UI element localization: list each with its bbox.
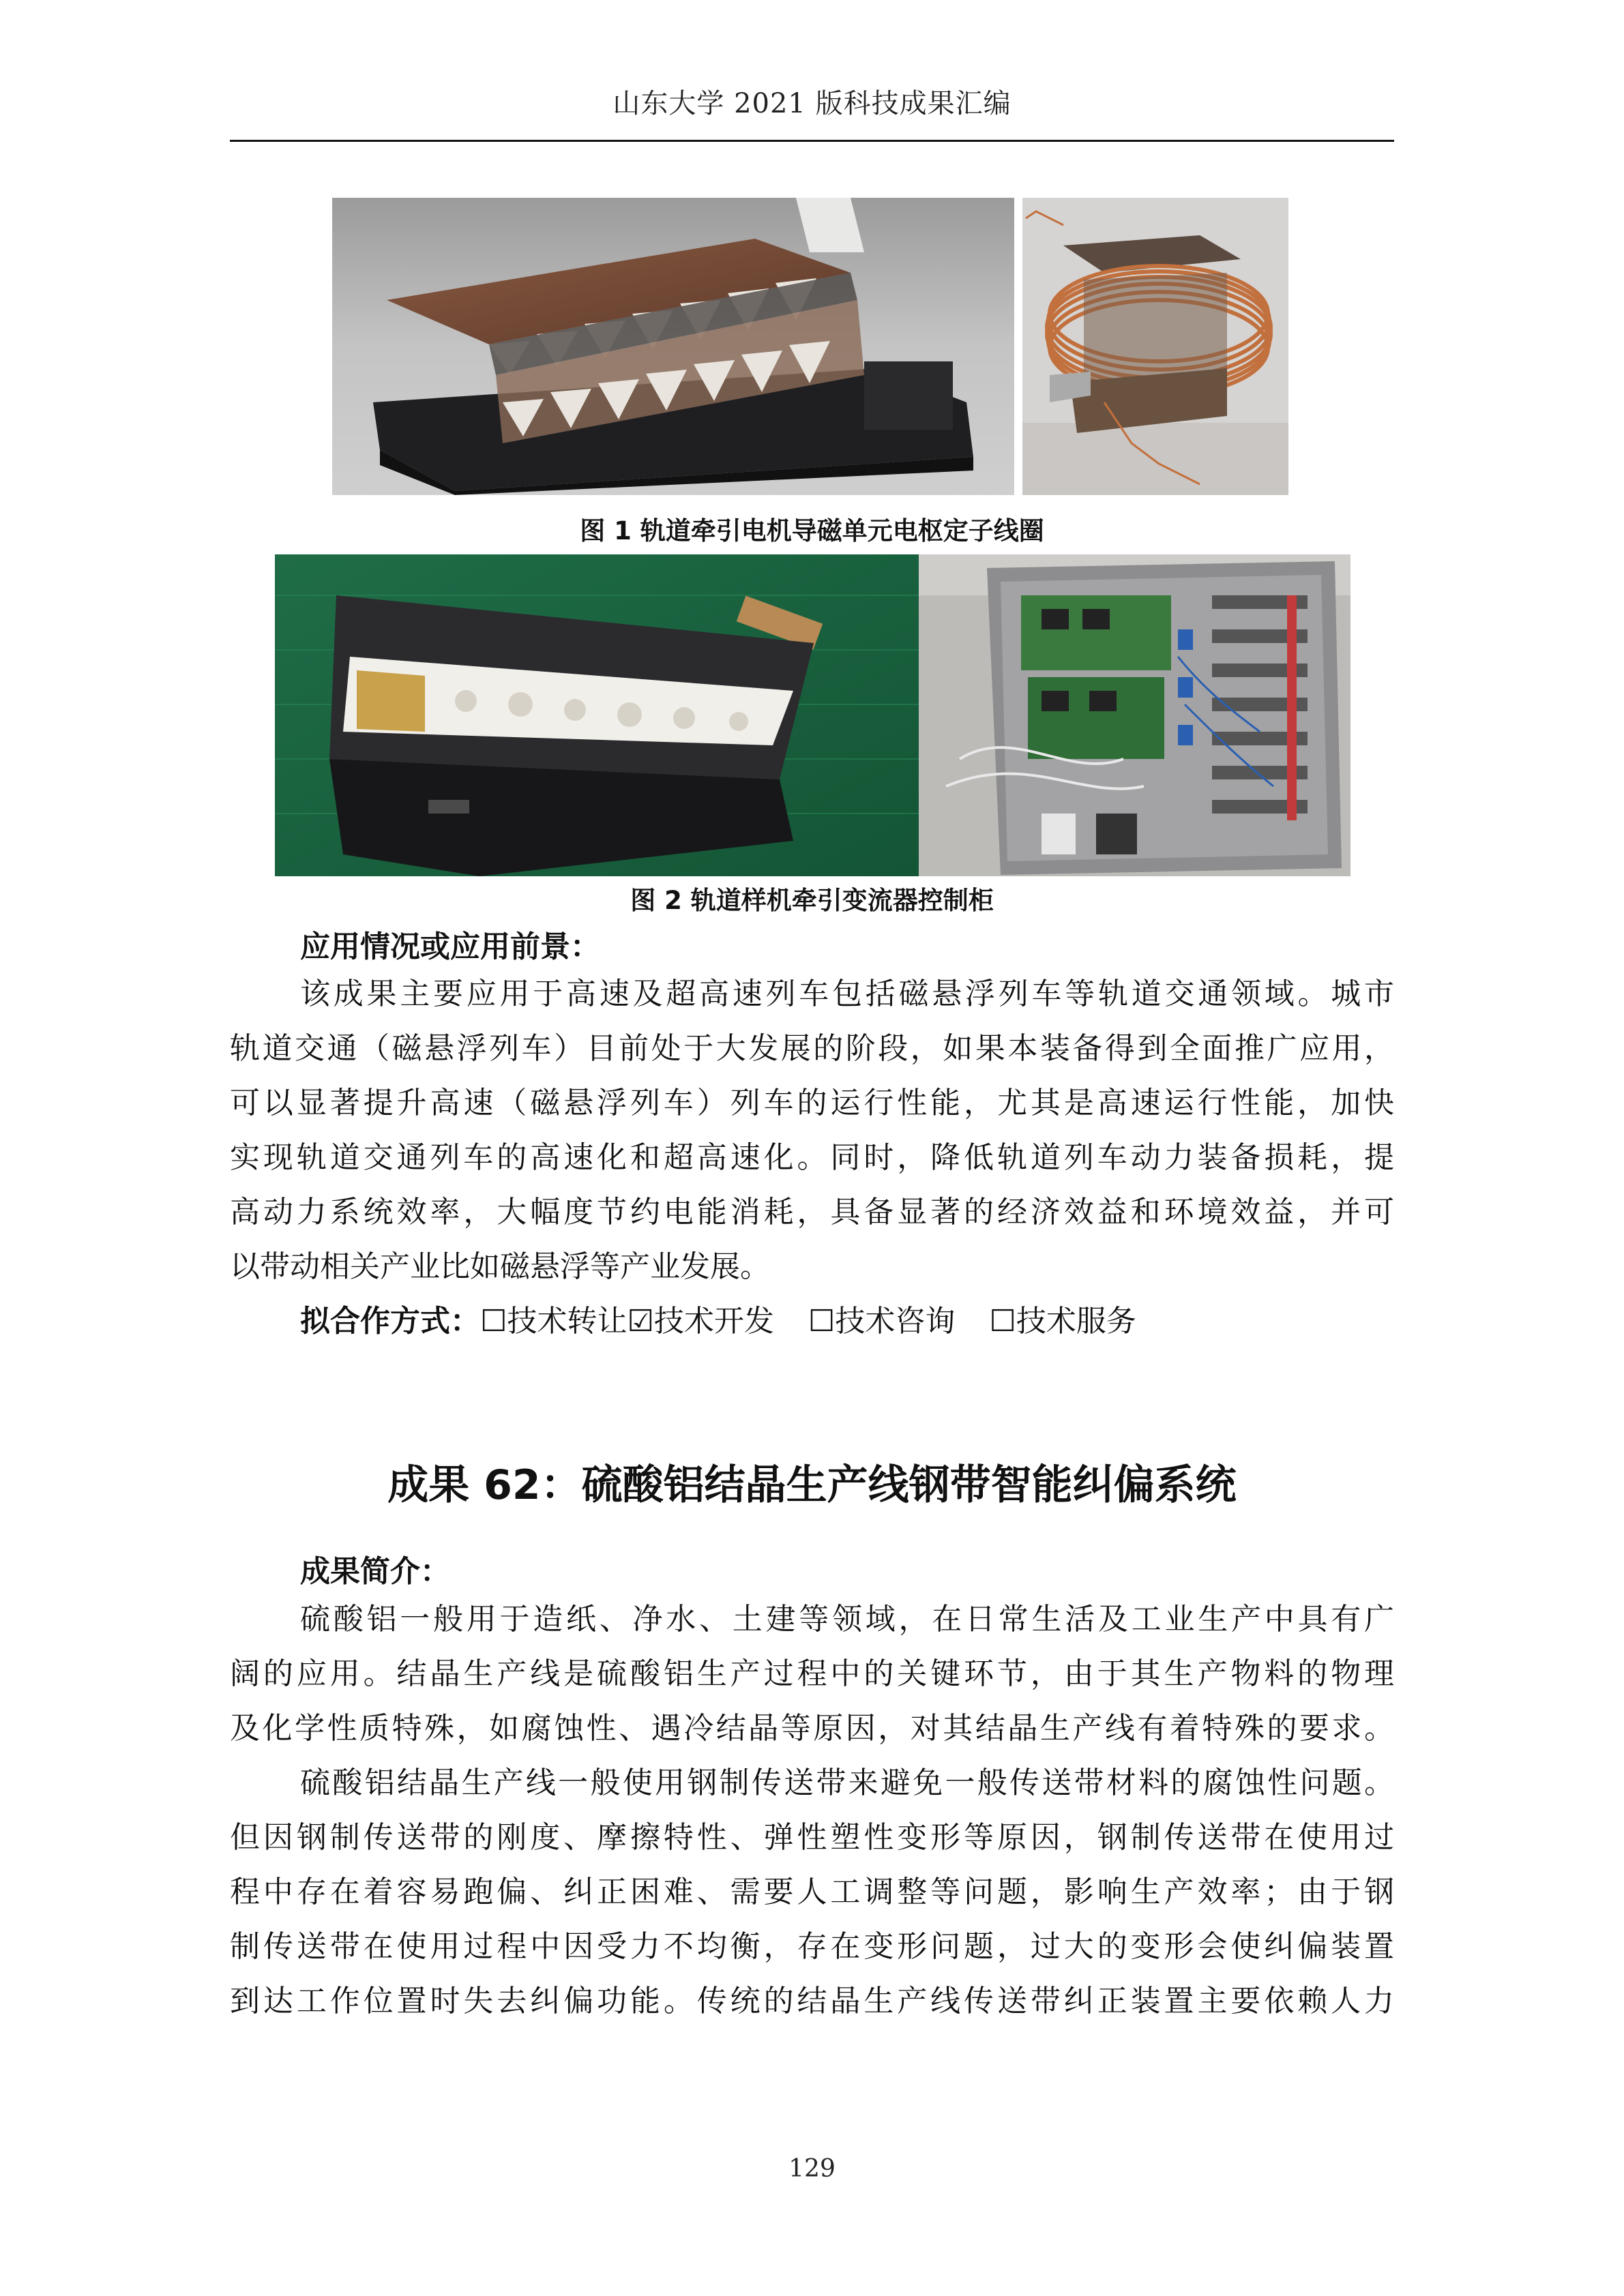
application-line-4: 实现轨道交通列车的高速化和超高速化。同时，降低轨道列车动力装备损耗，提 [230, 1140, 1394, 1175]
checkbox-icon[interactable]: ☐ [989, 1304, 1016, 1339]
page-number: 129 [788, 2155, 836, 2183]
intro-p2-line-1: 硫酸铝结晶生产线一般使用钢制传送带来避免一般传送带材料的腐蚀性问题。 [300, 1765, 1394, 1800]
intro-p1-line-1: 硫酸铝一般用于造纸、净水、土建等领域，在日常生活及工业生产中具有广 [300, 1602, 1394, 1637]
application-line-6: 以带动相关产业比如磁悬浮等产业发展。 [230, 1249, 770, 1284]
option-tech-development: 技术开发 [653, 1304, 774, 1339]
application-line-5: 高动力系统效率，大幅度节约电能消耗，具备显著的经济效益和环境效益，并可 [230, 1195, 1394, 1229]
application-line-1: 该成果主要应用于高速及超高速列车包括磁悬浮列车等轨道交通领域。城市 [300, 976, 1394, 1011]
option-tech-transfer: 技术转让 [507, 1304, 628, 1339]
photo-track-prototype [275, 554, 919, 876]
option-tech-consulting: 技术咨询 [835, 1304, 956, 1339]
running-header: 山东大学 2021 版科技成果汇编 [612, 88, 1012, 119]
intro-p2-line-2: 但因钢制传送带的刚度、摩擦特性、弹性塑性变形等原因，钢制传送带在使用过 [230, 1820, 1394, 1855]
photo-armature-magnetic-units [332, 198, 1014, 495]
intro-p2-line-4: 制传送带在使用过程中因受力不均衡，存在变形问题，过大的变形会使纠偏装置 [230, 1929, 1394, 1964]
intro-p2-line-5: 到达工作位置时失去纠偏功能。传统的结晶生产线传送带纠正装置主要依赖人力 [230, 1984, 1394, 2018]
photo-stator-coil [1022, 198, 1288, 495]
checked-checkbox-icon[interactable]: ☑ [627, 1304, 654, 1339]
application-line-2: 轨道交通（磁悬浮列车）目前处于大发展的阶段，如果本装备得到全面推广应用， [230, 1031, 1394, 1066]
intro-p1-line-2: 阔的应用。结晶生产线是硫酸铝生产过程中的关键环节，由于其生产物料的物理 [230, 1656, 1394, 1691]
application-line-3: 可以显著提升高速（磁悬浮列车）列车的运行性能，尤其是高速运行性能，加快 [230, 1086, 1394, 1120]
header-rule [230, 140, 1394, 142]
application-label: 应用情况或应用前景： [300, 929, 600, 964]
intro-p1-line-3: 及化学性质特殊，如腐蚀性、遇冷结晶等原因，对其结晶生产线有着特殊的要求。 [230, 1711, 1394, 1746]
checkbox-icon[interactable]: ☐ [480, 1304, 507, 1339]
section-title: 成果 62：硫酸铝结晶生产线钢带智能纠偏系统 [387, 1461, 1237, 1509]
figure-2-caption: 图 2 轨道样机牵引变流器控制柜 [630, 886, 994, 915]
option-tech-service: 技术服务 [1016, 1304, 1136, 1339]
cooperation-label: 拟合作方式： [300, 1304, 480, 1339]
checkbox-icon[interactable]: ☐ [808, 1304, 836, 1339]
figure-1-caption: 图 1 轨道牵引电机导磁单元电枢定子线圈 [580, 516, 1044, 546]
intro-label: 成果简介： [300, 1554, 450, 1589]
photo-converter-control-cabinet [919, 554, 1350, 876]
intro-p2-line-3: 程中存在着容易跑偏、纠正困难、需要人工调整等问题，影响生产效率；由于钢 [230, 1875, 1394, 1909]
cooperation-row [300, 1294, 1136, 1349]
